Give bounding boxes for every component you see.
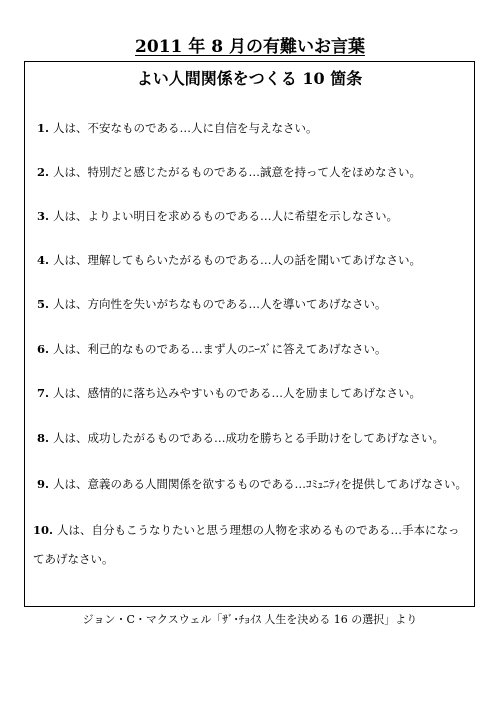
maxim-number: 9. [37, 477, 50, 491]
maxim-item-7 [37, 382, 469, 404]
maxim-number: 7. [37, 386, 50, 400]
maxim-item-3 [37, 205, 469, 227]
maxim-item-5 [37, 293, 469, 315]
maxim-number: 8. [37, 431, 50, 445]
maxim-number: 4. [37, 253, 50, 267]
maxim-item-9 [37, 473, 469, 495]
maxim-item-8 [37, 427, 469, 449]
maxim-number: 2. [37, 165, 50, 179]
maxim-item-10 [33, 516, 470, 574]
maxim-text: 人は、理解してもらいたがるものである…人の話を聞いてあげなさい。 [53, 253, 422, 267]
maxim-number: 3. [37, 209, 50, 223]
maxim-text: 人は、自分もこうなりたいと思う理想の人物を求めるものである…手本になってあげなさい。 [33, 523, 460, 566]
maxim-text: 人は、感情的に落ち込みやすいものである…人を励ましてあげなさい。 [53, 386, 422, 400]
box-subtitle: よい人間関係をつくる 10 箇条 [136, 69, 363, 88]
maxim-item-6 [37, 338, 469, 360]
maxim-text: 人は、意義のある人間関係を欲するものである…ｺﾐｭﾆﾃｨを提供してあげなさい。 [53, 477, 468, 491]
maxims-box [24, 61, 475, 607]
page-title [0, 36, 500, 58]
maxim-number: 10. [33, 523, 54, 537]
maxim-text: 人は、成功したがるものである…成功を勝ちとる手助けをしてあげなさい。 [53, 431, 445, 445]
maxim-text: 人は、よりよい明日を求めるものである…人に希望を示しなさい。 [53, 209, 399, 223]
maxim-item-4 [37, 249, 469, 271]
source-citation: ジョン・C・マクスウェル「ｻﾞ･ﾁｮｲｽ 人生を決める 16 の選択」より [82, 613, 418, 626]
maxim-number: 5. [37, 297, 50, 311]
maxim-text: 人は、利己的なものである…まず人のﾆｰｽﾞに答えてあげなさい。 [53, 342, 387, 356]
maxim-number: 6. [37, 342, 50, 356]
maxim-number: 1. [37, 121, 50, 135]
maxim-text: 人は、不安なものである…人に自信を与えなさい。 [53, 121, 318, 135]
maxim-text: 人は、特別だと感じたがるものである…誠意を持って人をほめなさい。 [53, 165, 422, 179]
page-title-text: 2011 年 8 月の有難いお言葉 [135, 37, 365, 57]
maxim-item-2 [37, 161, 469, 183]
maxim-text: 人は、方向性を失いがちなものである…人を導いてあげなさい。 [53, 297, 387, 311]
maxim-item-1 [37, 117, 469, 139]
